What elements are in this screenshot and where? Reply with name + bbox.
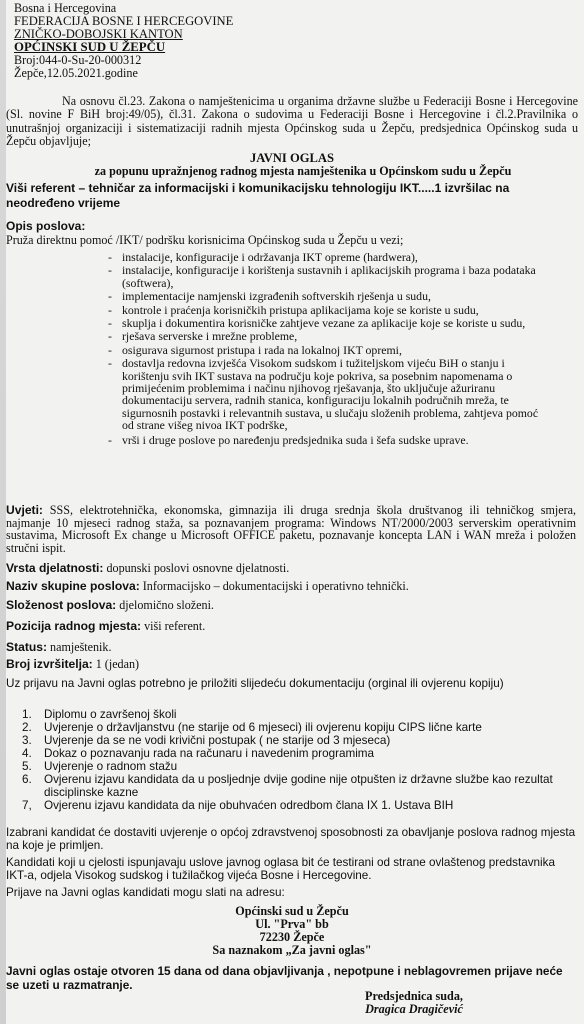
field-value: dopunski poslovi osnovne djelatnosti. — [106, 561, 290, 575]
duty-item: - kontrole i praćenja korisničkih pristupa aplikacijama koje se koriste u sudu, — [122, 304, 544, 316]
field-label: Naziv skupine poslova: — [6, 579, 140, 593]
signature-name: Dragica Dragičević — [365, 1002, 463, 1016]
field-count — [6, 658, 578, 671]
address-court: Općinski sud u Žepču — [235, 904, 349, 918]
duty-item: - osigurava sigurnost pristupa i rada na lokalnoj IKT opremi, — [122, 344, 544, 356]
signature-title: Predsjednica suda, — [365, 989, 463, 1003]
field-label: Broj izvršitelja: — [6, 657, 93, 671]
field-label: Pozicija radnog mjesta: — [6, 619, 142, 633]
document-item: 2. Uvjerenje o državljanstvu (ne starije od 6 mjeseci) ili ovjerenu kopiju CIPS lične karte — [22, 721, 482, 734]
header-case-number: Broj:044-0-Su-20-000312 — [14, 53, 142, 67]
field-value: djelomično složeni. — [119, 598, 214, 612]
signature-block — [334, 990, 494, 1016]
requirements-label: Uvjeti: — [6, 503, 43, 517]
field-group — [6, 580, 578, 593]
field-position — [6, 620, 578, 633]
field-activity — [6, 562, 578, 575]
document-item: 7, Ovjerenu izjavu kandidata da nije obuhvaćen odredbom člana IX 1. Ustava BIH — [22, 799, 454, 812]
duty-item: - implementacije namjenski izgrađenih softverskih rješenja u sudu, — [122, 290, 544, 302]
address-street: Ul. "Prva" bb — [255, 917, 329, 931]
requirements-text: SSS, elektrotehnička, ekonomska, gimnazija ili druga srednja škola društvanog ili tehničkog smjera, najmanje 10 mjeseci radnog staža, sa poznavanjem programa: Windows NT/2000/2003 serverskim operativnim sustavima, Microsoft Ex change u Microsoft OFFICE paketu, poznavanje koncepta LAN i WAN mreža i položen stručni ispit. — [6, 503, 576, 555]
documents-intro: Uz prijavu na Javni oglas potrebno je priložiti slijedeću dokumentaciju (orginal ili ovjerenu kopiju) — [6, 677, 504, 690]
duty-item: - instalacije, konfiguracije i korištenja sustavnih i aplikacijskih programa i baza podataka (softwera), — [122, 264, 544, 289]
field-complexity — [6, 599, 578, 612]
field-value: 1 (jedan) — [95, 657, 140, 671]
duty-item: - vrši i druge poslove po naređenju predsjednika suda i šefa sudske uprave. — [122, 434, 544, 446]
header-date: Žepče,12.05.2021.godine — [14, 66, 138, 80]
duties-label: Opis poslova: — [6, 219, 86, 233]
document-item: 1. Diplomu o završenoj školi — [22, 708, 177, 721]
requirements — [6, 504, 576, 554]
header-federation: FEDERACIJA BOSNE I HERCEGOVINE — [14, 14, 234, 28]
paragraph-testing: Kandidati koji u cjelosti ispunjavaju uslove javnog oglasa bit će testirani od strane ovlaštenog predstavnika IKT-a, odjela Visokog sudskog i tužilačkog vijeća Bosne i Hercegovine. — [6, 856, 555, 882]
address-block — [0, 905, 584, 957]
header-country: Bosna i Hercegovina — [14, 1, 117, 15]
notice-subtitle: za popunu upražnjenog radnog mjesta namještenika u Općinskom sudu u Žepču — [94, 164, 512, 178]
document-item: 4. Dokaz o poznavanju rada na računaru i navedenim programima — [22, 747, 375, 760]
field-label: Složenost poslova: — [6, 598, 117, 612]
document-item: 5. Uvjerenje o radnom stažu — [22, 760, 178, 773]
duty-item: - instalacije, konfiguracije i održavanja IKT opreme (hardwera), — [122, 251, 544, 263]
documents-list-wrap — [22, 708, 576, 812]
court-header — [14, 2, 233, 80]
duty-item: - dostavlja redovna izvješća Visokom sudskom i tužiteljskom vijeću BiH o stanju i korištenju svih IKT sustava na području koje pokriva, sa posebnim napomenama o primijećenim problemima i načinu njihovog rješavanja, što uključuje ažuriranu dokumentaciju servera, radnih stanica, konfiguraciju lokalnih područnih mreža, te sigurnosnih postavki i relevantnih sustava, u slučaju složenih problema, zahtjeva pomoć od strane višeg nivoa IKT podrške, — [122, 357, 544, 431]
position-title: Viši referent – tehničar za informacijski i komunikacijsku tehnologiju IKT.....1 izvršilac na neodređeno vrijeme — [6, 181, 510, 210]
header-canton: ZNIČKO-DOBOJSKI KANTON — [14, 27, 183, 41]
closing-notice: Javni oglas ostaje otvoren 15 dana od dana objavljivanja , nepotpune i neblagovremen prijave neće se uzeti u razmatranje. — [6, 964, 563, 992]
intro-paragraph: Na osnovu čl.23. Zakona o namještenicima u organima državne službe u Federaciji Bosne i Hercegovine (Sl. novine F BiH broj:49/05), čl.31. Zakona o sudovima u Federaciji Bosne i Hercegovine i čl.2.Pravilnika o unutrašnjoj organizaciji i sistematizaciji radnih mjesta Općinskog suda u Žepču, predsjednica Općinskog suda u Žepču objavljuje; — [6, 94, 578, 149]
paragraph-selected-candidate: Izabrani kandidat će dostaviti uvjerenje o općoj zdravstvenoj sposobnosti za obavljanje poslova radnog mjesta na koje je primljen. — [6, 826, 576, 852]
duties-list-wrap — [122, 251, 544, 446]
documents-list — [22, 708, 576, 812]
document-item: 3. Uvjerenje da se ne vodi krivični postupak ( ne starije od 3 mjeseca) — [22, 734, 391, 747]
field-status — [6, 641, 578, 654]
header-court: OPĆINSKI SUD U ŽEPČU — [14, 40, 166, 54]
duties-list — [122, 251, 544, 446]
document-item: 6. Ovjerenu izjavu kandidata da u posljednje dvije godine nije otpušten iz državne službe kao rezultat disciplinske kazne — [22, 773, 553, 799]
field-label: Status: — [6, 640, 47, 654]
address-city: 72230 Žepče — [259, 930, 325, 944]
field-label: Vrsta djelatnosti: — [6, 561, 104, 575]
duty-item: - rješava serverske i mrežne probleme, — [122, 330, 544, 342]
field-value: Informacijsko – dokumentacijski i operativno tehnički. — [142, 579, 409, 593]
duties-intro: Pruža direktnu pomoć /IKT/ podršku korisnicima Općinskog suda u Žepču u vezi; — [6, 233, 404, 247]
paragraph-applications: Prijave na Javni oglas kandidati mogu slati na adresu: — [6, 886, 285, 899]
field-value: namještenik. — [50, 640, 112, 654]
notice-title: JAVNI OGLAS — [249, 151, 335, 165]
duty-item: - skuplja i dokumentira korisničke zahtjeve vezane za aplikacije koje se koriste u sudu, — [122, 317, 544, 329]
address-note: Sa naznakom „Za javni oglas" — [212, 943, 372, 957]
field-value: viši referent. — [144, 619, 206, 633]
